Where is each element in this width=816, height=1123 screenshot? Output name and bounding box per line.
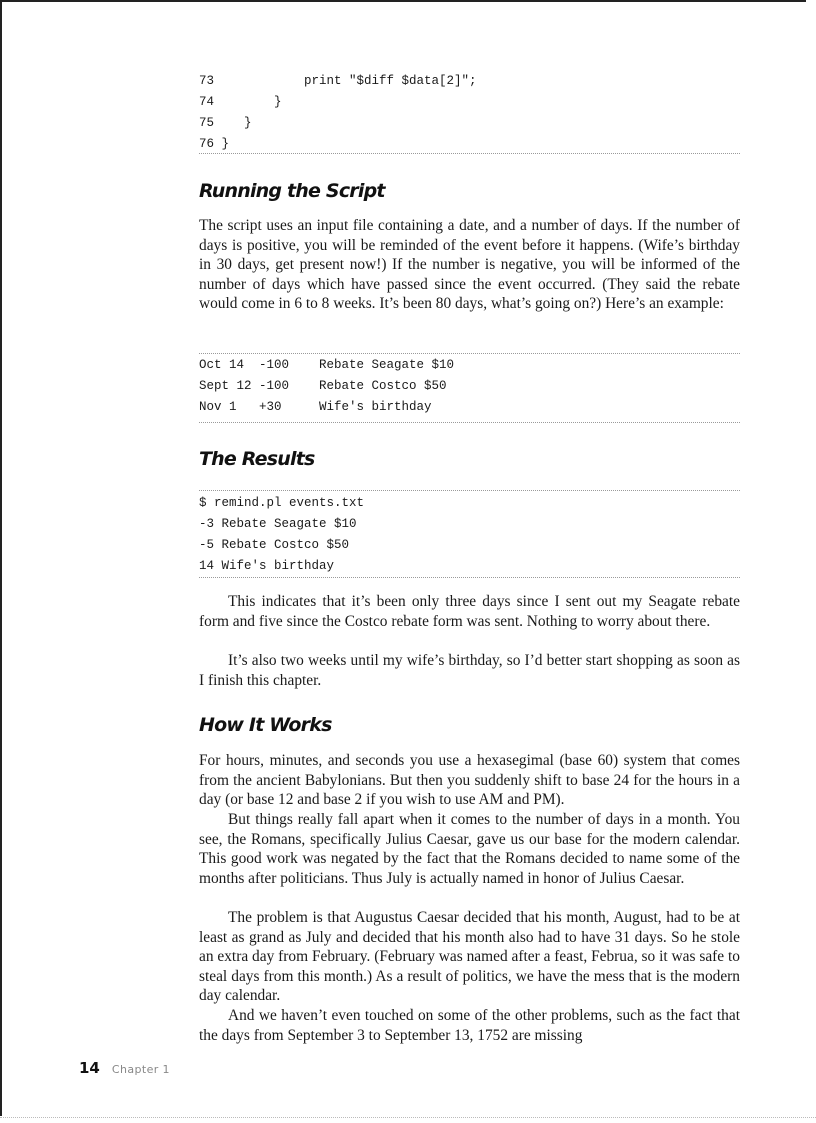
code-line: Nov 1 +30 Wife's birthday (199, 400, 432, 414)
how-paragraph: And we haven’t even touched on some of the other problems, such as the fact that the days from September 3 to September 13, 1752 are missing (199, 1007, 740, 1044)
heading-the-results: The Results (199, 448, 315, 470)
page-number: 14 (79, 1059, 100, 1077)
code-line: 73 print "$diff $data[2]"; (199, 74, 477, 88)
code-line: Oct 14 -100 Rebate Seagate $10 (199, 358, 455, 372)
code-rule (199, 490, 740, 491)
code-line: -3 Rebate Seagate $10 (199, 517, 357, 531)
results-paragraph: It’s also two weeks until my wife’s birthday, so I’d better start shopping as soon as I finish this chapter. (199, 652, 740, 689)
page-border-top (0, 0, 806, 2)
code-line: 14 Wife's birthday (199, 559, 335, 573)
code-rule (199, 422, 740, 423)
heading-running-the-script: Running the Script (199, 180, 385, 202)
code-rule (199, 353, 740, 354)
code-rule (199, 153, 740, 154)
code-listing-top (199, 71, 740, 155)
how-paragraph: For hours, minutes, and seconds you use a hexasegimal (base 60) system that comes from the ancient Babylonians. But then you suddenly shift to base 24 for the hours in a day (or base 12 and base 2 if you wish to use AM and PM). (199, 752, 740, 809)
chapter-label: Chapter 1 (111, 1063, 170, 1076)
heading-how-it-works: How It Works (199, 714, 332, 736)
code-line: 75 } (199, 116, 252, 130)
code-line: 76 } (199, 137, 230, 151)
code-example-input (199, 355, 740, 418)
code-results-output (199, 493, 740, 577)
page-border-bottom (0, 1117, 816, 1118)
code-line: Sept 12 -100 Rebate Costco $50 (199, 379, 447, 393)
page-border-left (0, 0, 2, 1116)
code-line: -5 Rebate Costco $50 (199, 538, 350, 552)
code-line: $ remind.pl events.txt (199, 496, 365, 510)
how-paragraph: The problem is that Augustus Caesar decided that his month, August, had to be at least as grand as July and decided that his month also had to have 31 days. So he stole an extra day from February. (February was named after a feast, Februa, so it was safe to steal days from this month.) As a result of politics, we have the mess that is the modern day calendar. (199, 909, 740, 1005)
code-line: 74 } (199, 95, 282, 109)
code-rule (199, 577, 740, 578)
page-footer (79, 1058, 170, 1077)
running-paragraph: The script uses an input file containing a date, and a number of days. If the number of days is positive, you will be reminded of the event before it happens. (Wife’s birthday in 30 days, get present now!) If the number is negative, you will be informed of the number of days which have passed since the event occurred. (They said the rebate would come in 6 to 8 weeks. It’s been 80 days, what’s going on?) Here’s an example: (199, 217, 740, 313)
how-paragraph: But things really fall apart when it comes to the number of days in a month. You see, the Romans, specifically Julius Caesar, gave us our base for the modern calendar. This good work was negated by the fact that the Romans decided to name some of the months after politicians. Thus July is actually named in honor of Julius Caesar. (199, 811, 740, 887)
results-paragraph: This indicates that it’s been only three days since I sent out my Seagate rebate form and five since the Costco rebate form was sent. Nothing to worry about there. (199, 593, 740, 630)
